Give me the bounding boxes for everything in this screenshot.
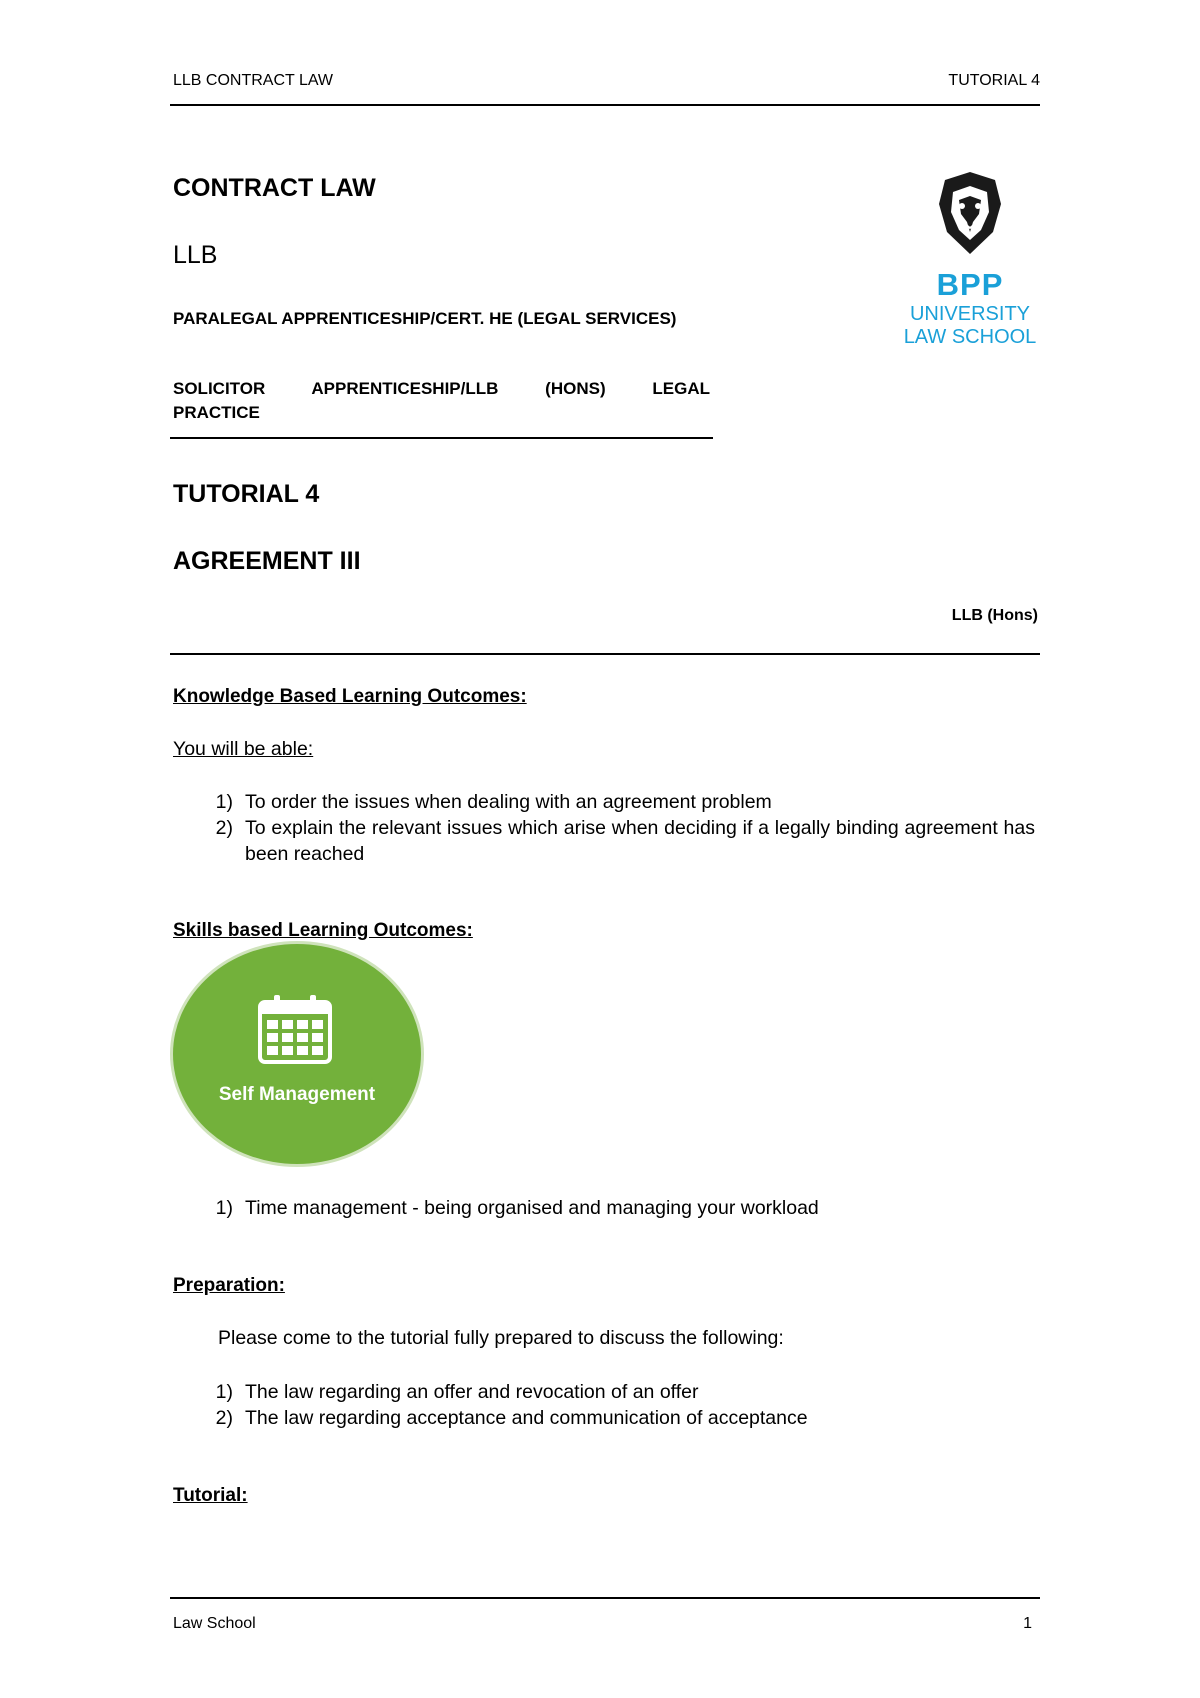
course-label: LLB (Hons) xyxy=(951,607,1038,624)
logo-university: UNIVERSITY xyxy=(909,303,1031,325)
list-number: 1) xyxy=(215,1197,233,1219)
preparation-intro: Please come to the tutorial fully prepared to discuss the following: xyxy=(218,1327,784,1349)
list-text: The law regarding acceptance and communication of acceptance xyxy=(245,1407,808,1429)
knowledge-heading: Knowledge Based Learning Outcomes: xyxy=(173,686,527,707)
preparation-item xyxy=(173,1379,1035,1405)
preparation-item xyxy=(173,1405,1035,1431)
page-number: 1 xyxy=(1023,1615,1032,1632)
footer-left: Law School xyxy=(173,1615,256,1632)
document-title: CONTRACT LAW xyxy=(173,174,376,202)
skills-item xyxy=(173,1195,1035,1221)
tutorial-subject: AGREEMENT III xyxy=(173,547,361,575)
footer-divider xyxy=(170,1597,1040,1599)
logo-law-school: LAW SCHOOL xyxy=(903,326,1037,348)
header-left: LLB CONTRACT LAW xyxy=(173,72,334,89)
programme-paralegal: PARALEGAL APPRENTICESHIP/CERT. HE (LEGAL SERVICES) xyxy=(173,309,677,328)
knowledge-item xyxy=(173,815,1035,867)
header-right: TUTORIAL 4 xyxy=(948,72,1040,89)
knowledge-intro: You will be able: xyxy=(173,738,314,760)
bpp-logo xyxy=(880,170,1060,349)
self-management-badge xyxy=(173,944,421,1164)
skills-heading: Skills based Learning Outcomes: xyxy=(173,920,473,941)
list-text: To order the issues when dealing with an agreement problem xyxy=(245,791,772,813)
badge-label: Self Management xyxy=(218,1084,376,1105)
list-number: 1) xyxy=(215,791,233,813)
calendar-icon xyxy=(257,994,333,1066)
lion-head-icon xyxy=(935,170,1005,256)
header-divider xyxy=(170,104,1040,106)
course-divider xyxy=(170,653,1040,655)
knowledge-item xyxy=(173,789,1035,815)
logo-bpp: BPP xyxy=(936,267,1004,302)
tutorial-heading: Tutorial: xyxy=(173,1485,248,1506)
preparation-heading: Preparation: xyxy=(173,1275,285,1296)
list-number: 2) xyxy=(215,1407,233,1429)
programme-solicitor: SOLICITOR APPRENTICESHIP/LLB (HONS) LEGAL xyxy=(173,379,710,398)
programme-solicitor-cont: PRACTICE xyxy=(173,403,260,422)
llb-title: LLB xyxy=(173,241,218,269)
list-number: 2) xyxy=(215,817,233,839)
list-text: To explain the relevant issues which arise when deciding if a legally binding agreement has been reached xyxy=(245,817,1035,865)
title-divider xyxy=(170,437,713,439)
tutorial-number: TUTORIAL 4 xyxy=(173,480,320,508)
list-text: Time management - being organised and managing your workload xyxy=(245,1197,819,1219)
list-number: 1) xyxy=(215,1381,233,1403)
list-text: The law regarding an offer and revocation of an offer xyxy=(245,1381,699,1403)
